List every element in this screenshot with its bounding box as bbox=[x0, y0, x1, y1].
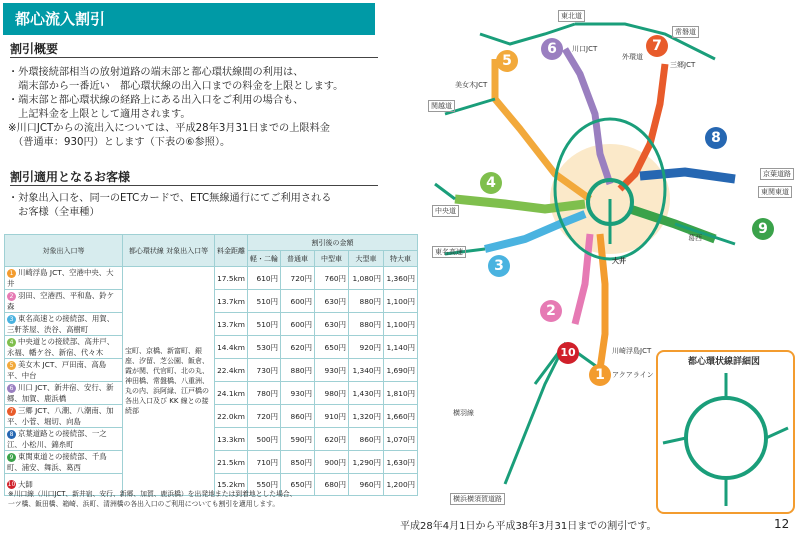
price-cell: 510円 bbox=[248, 290, 281, 313]
label-yokohama-yokosuka: 横浜横須賀道路 bbox=[450, 493, 505, 505]
price-cell: 720円 bbox=[281, 267, 315, 290]
price-cell: 1,200円 bbox=[384, 474, 418, 496]
distance-cell: 22.0km bbox=[215, 405, 248, 428]
route-2-badge: 2 bbox=[540, 300, 562, 322]
route-10-badge: 10 bbox=[557, 342, 579, 364]
label-kanetsu: 関越道 bbox=[428, 100, 455, 112]
page-title: 都心流入割引 bbox=[3, 3, 375, 35]
price-cell: 550円 bbox=[248, 474, 281, 496]
price-cell: 850円 bbox=[281, 451, 315, 474]
route-number-badge: 2 bbox=[7, 292, 16, 301]
divider bbox=[10, 185, 378, 186]
route-exits-text: 東名高速との接続部、用賀、三軒茶屋、渋谷、高樹町 bbox=[7, 314, 115, 334]
customers-text bbox=[8, 192, 398, 220]
route-number-badge: 7 bbox=[7, 407, 16, 416]
period-text: 平成28年4月1日から平成38年3月31日までの割引です。 bbox=[400, 521, 657, 532]
price-cell: 610円 bbox=[248, 267, 281, 290]
route-cell bbox=[5, 290, 123, 313]
distance-cell: 13.7km bbox=[215, 313, 248, 336]
route-number-badge: 8 bbox=[7, 430, 16, 439]
distance-cell: 13.7km bbox=[215, 290, 248, 313]
inset-spoke bbox=[663, 373, 788, 506]
label-gaikan: 外環道 bbox=[622, 53, 643, 61]
route-8-badge: 8 bbox=[705, 127, 727, 149]
price-cell: 880円 bbox=[281, 359, 315, 382]
price-cell: 1,630円 bbox=[384, 451, 418, 474]
price-cell: 720円 bbox=[248, 405, 281, 428]
route-4-badge: 4 bbox=[480, 172, 502, 194]
overview-line: （普通車：930円）とします（下表の⑥参照）。 bbox=[8, 137, 231, 148]
route-cell bbox=[5, 336, 123, 359]
header-target-exits: 対象出入口等 bbox=[5, 235, 123, 267]
price-cell: 600円 bbox=[281, 290, 315, 313]
label-tohoku: 東北道 bbox=[558, 10, 585, 22]
inset-ring-svg bbox=[658, 368, 789, 508]
price-cell: 650円 bbox=[315, 336, 349, 359]
price-cell: 650円 bbox=[281, 474, 315, 496]
distance-cell: 13.3km bbox=[215, 428, 248, 451]
route-cell bbox=[5, 313, 123, 336]
route-exits-text: 羽田、空港西、平和島、鈴ケ森 bbox=[7, 291, 115, 311]
route-6-badge: 6 bbox=[541, 38, 563, 60]
price-cell: 630円 bbox=[315, 290, 349, 313]
price-cell: 630円 bbox=[315, 313, 349, 336]
overview-line: ※川口JCTからの流出入については、平成28年3月31日までの上限料金 bbox=[8, 123, 330, 134]
page-number: 12 bbox=[774, 517, 790, 531]
price-cell: 1,660円 bbox=[384, 405, 418, 428]
label-keiyo: 京葉道路 bbox=[760, 168, 794, 180]
route-8-line bbox=[640, 172, 735, 179]
route-number-badge: 3 bbox=[7, 315, 16, 324]
label-yokohane: 横羽線 bbox=[453, 409, 474, 417]
price-cell: 1,140円 bbox=[384, 336, 418, 359]
customers-line: ・対象出入口を、同一のETCカードで、ETC無線通行にてご利用される bbox=[8, 193, 332, 204]
header-vehicle: 軽・二輪 bbox=[248, 251, 281, 267]
price-cell: 860円 bbox=[281, 405, 315, 428]
route-number-badge: 6 bbox=[7, 384, 16, 393]
price-cell: 930円 bbox=[281, 382, 315, 405]
price-cell: 920円 bbox=[349, 336, 384, 359]
price-cell: 980円 bbox=[315, 382, 349, 405]
price-cell: 900円 bbox=[315, 451, 349, 474]
label-kasai: 葛西 bbox=[688, 234, 702, 242]
distance-cell: 14.4km bbox=[215, 336, 248, 359]
label-bijogi-jct: 美女木JCT bbox=[455, 81, 488, 89]
price-cell: 1,430円 bbox=[349, 382, 384, 405]
inset-map bbox=[656, 350, 795, 514]
route-3-badge: 3 bbox=[488, 255, 510, 277]
section-title-customers: 割引適用となるお客様 bbox=[10, 170, 131, 184]
route-exits-text: 中央道との接続部、高井戸、永福、幡ケ谷、新宿、代々木 bbox=[7, 337, 115, 357]
inset-title: 都心環状線詳細図 bbox=[688, 357, 761, 367]
footnote-line: ※川口線（川口JCT、新井宿、安行、新郷、加賀、鹿浜橋）を出発地または到着地とした場合、 bbox=[8, 490, 297, 498]
price-cell: 600円 bbox=[281, 313, 315, 336]
route-exits-text: 川崎浮島 JCT、空港中央、大井 bbox=[7, 268, 114, 288]
price-cell: 500円 bbox=[248, 428, 281, 451]
price-cell: 860円 bbox=[349, 428, 384, 451]
table-row bbox=[5, 267, 418, 290]
price-cell: 1,360円 bbox=[384, 267, 418, 290]
distance-cell: 22.4km bbox=[215, 359, 248, 382]
header-vehicle: 中型車 bbox=[315, 251, 349, 267]
route-number-badge: 1 bbox=[7, 269, 16, 278]
route-exits-text: 美女木 JCT、戸田南、高島平、中台 bbox=[7, 360, 107, 380]
inset-ring bbox=[686, 398, 766, 478]
route-cell bbox=[5, 267, 123, 290]
customers-line: お客様（全車種） bbox=[8, 207, 100, 218]
header-vehicle: 大型車 bbox=[349, 251, 384, 267]
price-cell: 710円 bbox=[248, 451, 281, 474]
footnote bbox=[8, 489, 388, 509]
route-number-badge: 9 bbox=[7, 453, 16, 462]
price-cell: 960円 bbox=[349, 474, 384, 496]
price-cell: 1,070円 bbox=[384, 428, 418, 451]
price-cell: 1,100円 bbox=[384, 313, 418, 336]
distance-cell: 24.1km bbox=[215, 382, 248, 405]
label-kawaguchi-jct: 川口JCT bbox=[572, 45, 598, 53]
route-cell bbox=[5, 382, 123, 405]
route-cell bbox=[5, 428, 123, 451]
route-9-badge: 9 bbox=[752, 218, 774, 240]
price-cell: 880円 bbox=[349, 290, 384, 313]
route-cell bbox=[5, 405, 123, 428]
route-exits-text: 川口 JCT、新井宿、安行、新郷、加賀、鹿浜橋 bbox=[7, 383, 114, 403]
price-cell: 1,690円 bbox=[384, 359, 418, 382]
route-exits-text: 東関東道との接続部、千鳥町、浦安、舞浜、葛西 bbox=[7, 452, 107, 472]
route-cell bbox=[5, 359, 123, 382]
price-cell: 1,290円 bbox=[349, 451, 384, 474]
route-exits-text: 三郷 JCT、八潮、八潮南、加平、小菅、堀切、向島 bbox=[7, 406, 114, 426]
price-cell: 910円 bbox=[315, 405, 349, 428]
price-cell: 1,810円 bbox=[384, 382, 418, 405]
header-discounted-price: 割引後の金額 bbox=[248, 235, 418, 251]
price-cell: 510円 bbox=[248, 313, 281, 336]
price-cell: 1,100円 bbox=[384, 290, 418, 313]
route-cell bbox=[5, 451, 123, 474]
route-number-badge: 10 bbox=[7, 481, 16, 489]
distance-cell: 15.2km bbox=[215, 474, 248, 496]
header-distance: 料金距離 bbox=[215, 235, 248, 267]
price-cell: 780円 bbox=[248, 382, 281, 405]
price-cell: 1,340円 bbox=[349, 359, 384, 382]
header-tokyo-exits: 都心環状線 対象出入口等 bbox=[123, 235, 215, 267]
rate-table bbox=[4, 234, 418, 496]
divider bbox=[10, 57, 378, 58]
overview-line: 端末部から一番近い 都心環状線の出入口までの料金を上限とします。 bbox=[8, 81, 344, 92]
price-cell: 530円 bbox=[248, 336, 281, 359]
route-1-badge: 1 bbox=[589, 364, 611, 386]
header-vehicle: 特大車 bbox=[384, 251, 418, 267]
tokyo-exits-cell: 宝町、京橋、新富町、銀座、汐留、芝公園、飯倉、霞が関、代官町、北の丸、神田橋、常盤橋、八重洲、丸の内、浜阿縁、江戸橋の各出入口及び KK 線との接続部 bbox=[123, 267, 215, 496]
footnote-line: 一ツ橋、飯田橋、箱崎、浜町、清洲橋の各出入口のご利用についても割引を適用します。 bbox=[8, 500, 280, 508]
label-chuo: 中央道 bbox=[432, 205, 459, 217]
price-cell: 680円 bbox=[315, 474, 349, 496]
label-aqualine: アクアライン bbox=[612, 371, 654, 379]
price-cell: 760円 bbox=[315, 267, 349, 290]
price-cell: 620円 bbox=[281, 336, 315, 359]
label-kawasaki-jct: 川崎浮島JCT bbox=[612, 347, 652, 355]
distance-cell: 17.5km bbox=[215, 267, 248, 290]
route-1-line bbox=[600, 234, 605, 369]
header-vehicle: 普通車 bbox=[281, 251, 315, 267]
overview-line: 上記料金を上限として適用されます。 bbox=[8, 109, 191, 120]
label-oi: 大井 bbox=[612, 257, 626, 265]
price-cell: 590円 bbox=[281, 428, 315, 451]
label-higashikanto: 東関東道 bbox=[758, 186, 792, 198]
label-joban: 常磐道 bbox=[672, 26, 699, 38]
route-number-badge: 5 bbox=[7, 361, 16, 370]
price-cell: 620円 bbox=[315, 428, 349, 451]
route-7-badge: 7 bbox=[646, 35, 668, 57]
price-cell: 730円 bbox=[248, 359, 281, 382]
distance-cell: 21.5km bbox=[215, 451, 248, 474]
price-cell: 880円 bbox=[349, 313, 384, 336]
label-misato-jct: 三郷JCT bbox=[670, 61, 696, 69]
section-title-overview: 割引概要 bbox=[10, 42, 59, 56]
overview-line: ・外環接続部相当の放射道路の端末部と都心環状線間の利用は、 bbox=[8, 67, 304, 78]
route-exits-text: 京葉道路との接続部、一之江、小松川、錦糸町 bbox=[7, 429, 107, 449]
route-exits-text: 大師 bbox=[18, 479, 33, 489]
network-line bbox=[480, 24, 575, 44]
price-cell: 930円 bbox=[315, 359, 349, 382]
overview-line: ・端末部と都心環状線の経路上にある出入口をご利用の場合も、 bbox=[8, 95, 304, 106]
price-cell: 1,320円 bbox=[349, 405, 384, 428]
label-tomei: 東名高速 bbox=[432, 246, 466, 258]
price-cell: 1,080円 bbox=[349, 267, 384, 290]
overview-text bbox=[8, 66, 398, 150]
route-5-badge: 5 bbox=[496, 50, 518, 72]
route-number-badge: 4 bbox=[7, 338, 16, 347]
